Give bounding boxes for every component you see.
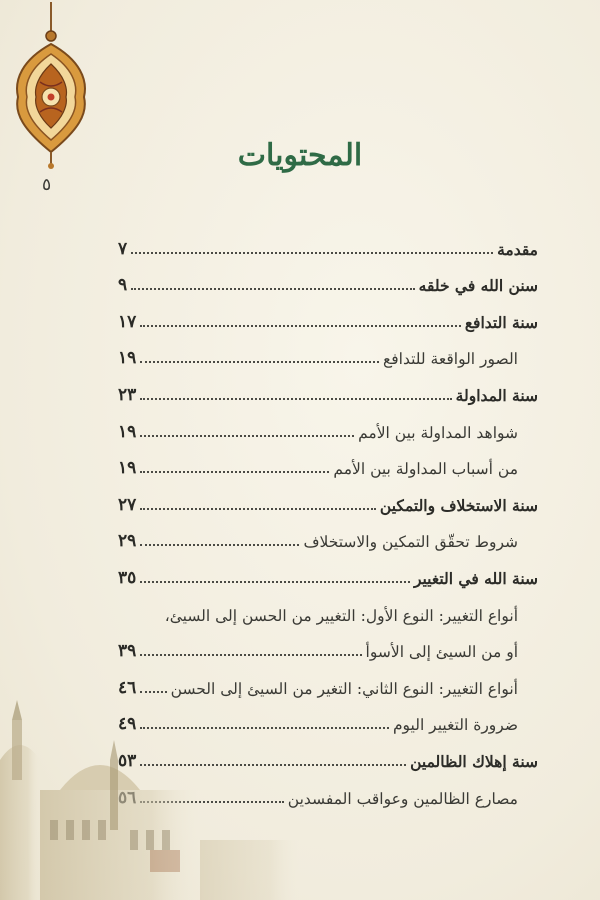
- toc-entry-label: سنة الله في التغيير: [413, 568, 538, 588]
- toc-entry-label: سنة التدافع: [464, 312, 538, 332]
- dot-leader: [140, 581, 410, 583]
- toc-entry[interactable]: [118, 551, 538, 588]
- toc-entry[interactable]: [118, 259, 538, 296]
- toc-entry[interactable]: [118, 222, 538, 259]
- toc-entry-label: سنة المداولة: [455, 385, 538, 405]
- toc-entry-label: سنة الاستخلاف والتمكين: [379, 495, 538, 515]
- dot-leader: [140, 508, 376, 510]
- toc-entry-page: ٤٩: [118, 714, 137, 735]
- toc-entry[interactable]: [118, 515, 538, 552]
- dot-leader: [140, 325, 461, 327]
- toc-entry-page: ١٩: [118, 421, 137, 442]
- toc-entry-page: ٣٩: [118, 641, 137, 662]
- toc-entry-page: ١٩: [118, 458, 137, 479]
- toc-entry[interactable]: [118, 295, 538, 332]
- toc-entry-label: مقدمة: [497, 239, 538, 259]
- toc-entry-page: ٢٧: [118, 494, 137, 515]
- dot-leader: [140, 471, 329, 473]
- toc-entry-page: ٧: [118, 238, 128, 259]
- dot-leader: [140, 654, 361, 656]
- dot-leader: [140, 361, 379, 363]
- toc-entry[interactable]: [118, 405, 538, 442]
- toc-entry-page: ١٩: [118, 348, 137, 369]
- toc-entry-label: من أسباب المداولة بين الأمم: [333, 460, 518, 479]
- toc-entry[interactable]: [118, 332, 538, 369]
- toc-entry-page: ٩: [118, 275, 128, 296]
- dot-leader: [140, 435, 354, 437]
- toc-entry[interactable]: [118, 625, 538, 662]
- toc-entry-label: سنن الله في خلقه: [418, 276, 538, 296]
- toc-entry-page: ٢٩: [118, 531, 137, 552]
- toc-entry-page: ٤٦: [118, 677, 137, 698]
- toc-entry-label: شواهد المداولة بين الأمم: [358, 423, 518, 442]
- dot-leader: [140, 691, 166, 693]
- mosque-illustration-icon: [0, 700, 300, 900]
- toc-entry-label: أنواع التغيير: النوع الثاني: التغير من السيئ إلى الحسن: [170, 679, 518, 698]
- toc-entry[interactable]: [118, 478, 538, 515]
- page-number: ٥: [42, 175, 52, 195]
- toc-entry-page: ٥٣: [118, 750, 137, 771]
- toc-entry-label: الصور الواقعة للتدافع: [383, 350, 518, 369]
- dot-leader: [131, 288, 415, 290]
- dot-leader: [131, 252, 493, 254]
- toc-entry-label: أنواع التغيير: النوع الأول: التغيير من الحسن إلى السيئ،: [164, 606, 518, 625]
- dot-leader: [140, 544, 299, 546]
- toc-entry[interactable]: [118, 661, 538, 698]
- dot-leader: [140, 398, 451, 400]
- toc-entry-page: ١٧: [118, 311, 137, 332]
- page-title: المحتويات: [237, 138, 363, 173]
- toc-entry-page: ٢٣: [118, 384, 137, 405]
- toc-entry-page: ٣٥: [118, 567, 137, 588]
- toc-entry[interactable]: [118, 368, 538, 405]
- toc-entry-label: مصارع الظالمين وعواقب المفسدين: [287, 789, 518, 808]
- toc-entry[interactable]: [118, 442, 538, 479]
- toc-entry[interactable]: [118, 588, 538, 625]
- toc-entry-label: سنة إهلاك الظالمين: [410, 751, 538, 771]
- toc-entry-label: أو من السيئ إلى الأسوأ: [365, 643, 518, 662]
- toc-entry-label: ضرورة التغيير اليوم: [392, 716, 518, 735]
- toc-entry-label: شروط تحقّق التمكين والاستخلاف: [303, 533, 518, 552]
